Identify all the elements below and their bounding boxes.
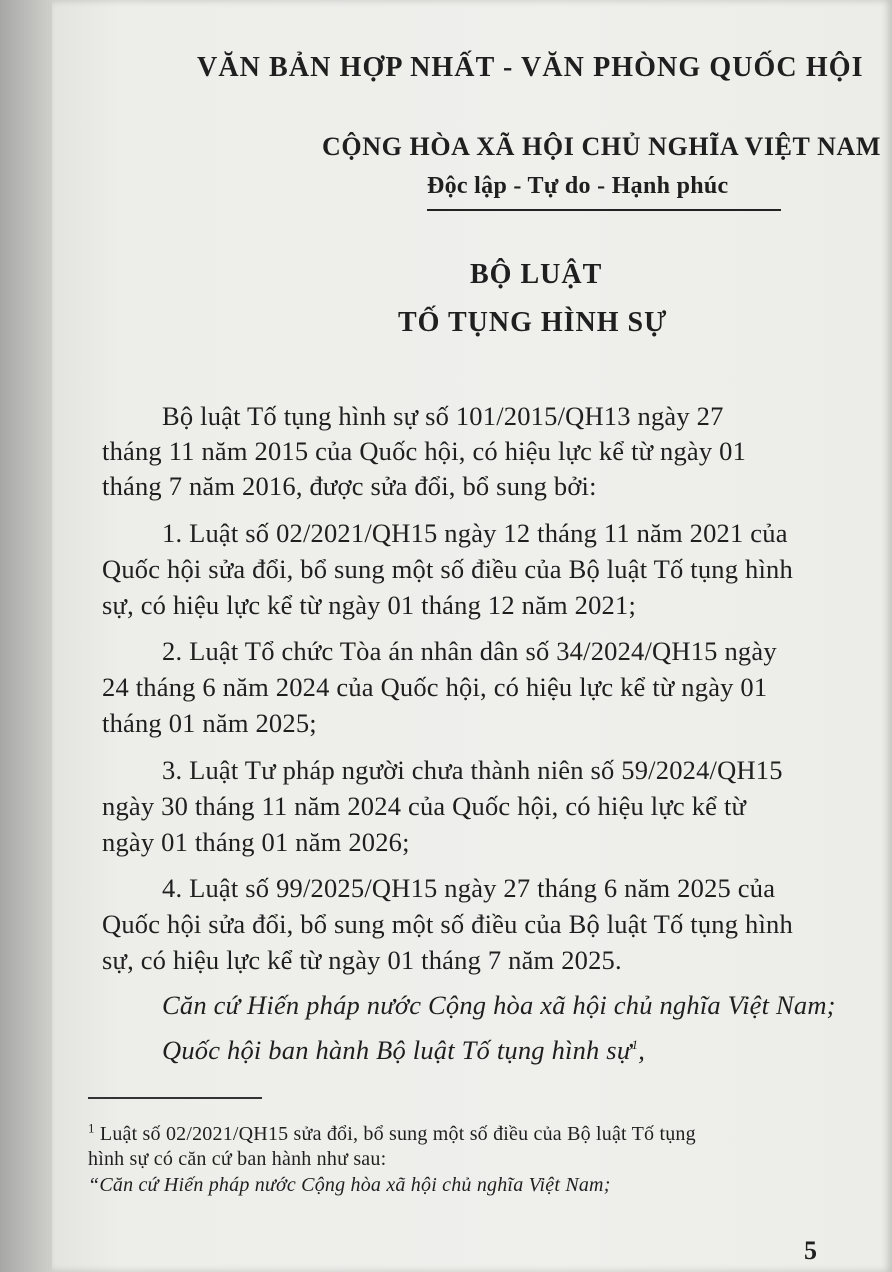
promulgation-text: Quốc hội ban hành Bộ luật Tố tụng hình sự	[162, 1035, 632, 1065]
amendment-2-line-1: 2. Luật Tổ chức Tòa án nhân dân số 34/2024/QH15 ngày	[162, 636, 777, 666]
amendment-4-line-1: 4. Luật số 99/2025/QH15 ngày 27 tháng 6 năm 2025 của	[162, 873, 776, 903]
page-number: 5	[804, 1236, 818, 1265]
amendment-2-line-3: tháng 01 năm 2025;	[102, 708, 317, 738]
intro-line-3: tháng 7 năm 2016, được sửa đổi, bổ sung bởi:	[102, 471, 597, 501]
promulgation-comma: ,	[638, 1035, 646, 1065]
footnote-marker: 1	[88, 1120, 95, 1136]
amendment-4-line-2: Quốc hội sửa đổi, bổ sung một số điều của Bộ luật Tố tụng hình	[102, 909, 793, 939]
consolidated-document-title: VĂN BẢN HỢP NHẤT - VĂN PHÒNG QUỐC HỘI	[197, 52, 864, 83]
book-spine-shadow	[0, 0, 52, 1272]
amendment-3-line-3: ngày 01 tháng 01 năm 2026;	[102, 827, 410, 857]
footnote-line-1	[88, 1120, 696, 1146]
amendment-1-line-2: Quốc hội sửa đổi, bổ sung một số điều của Bộ luật Tố tụng hình	[102, 554, 793, 584]
intro-line-2: tháng 11 năm 2015 của Quốc hội, có hiệu lực kể từ ngày 01	[102, 436, 747, 466]
motto-underline	[427, 209, 781, 211]
document-name-heading: TỐ TỤNG HÌNH SỰ	[398, 307, 668, 338]
amendment-2-line-2: 24 tháng 6 năm 2024 của Quốc hội, có hiệu lực kể từ ngày 01	[102, 672, 768, 702]
amendment-1-line-1: 1. Luật số 02/2021/QH15 ngày 12 tháng 11 năm 2021 của	[162, 518, 788, 548]
footnote-text-1: Luật số 02/2021/QH15 sửa đổi, bổ sung một số điều của Bộ luật Tố tụng	[99, 1123, 696, 1145]
constitutional-basis: Căn cứ Hiến pháp nước Cộng hòa xã hội chủ nghĩa Việt Nam;	[162, 990, 836, 1020]
amendment-4-line-3: sự, có hiệu lực kể từ ngày 01 tháng 7 năm 2025.	[102, 945, 622, 975]
book-page	[52, 0, 892, 1272]
document-type-heading: BỘ LUẬT	[470, 259, 603, 290]
promulgation-statement	[162, 1035, 645, 1066]
national-motto: Độc lập - Tự do - Hạnh phúc	[427, 173, 729, 199]
footnote-line-2: hình sự có căn cứ ban hành như sau:	[88, 1148, 387, 1170]
amendment-3-line-2: ngày 30 tháng 11 năm 2024 của Quốc hội, có hiệu lực kể từ	[102, 791, 747, 821]
amendment-3-line-1: 3. Luật Tư pháp người chưa thành niên số 59/2024/QH15	[162, 755, 783, 785]
intro-line-1: Bộ luật Tố tụng hình sự số 101/2015/QH13 ngày 27	[162, 401, 724, 431]
footnote-reference: 1	[631, 1037, 639, 1053]
footnote-separator	[88, 1097, 262, 1099]
country-name: CỘNG HÒA XÃ HỘI CHỦ NGHĨA VIỆT NAM	[322, 132, 881, 161]
amendment-1-line-3: sự, có hiệu lực kể từ ngày 01 tháng 12 năm 2021;	[102, 590, 637, 620]
footnote-line-3: “Căn cứ Hiến pháp nước Cộng hòa xã hội chủ nghĩa Việt Nam;	[88, 1174, 611, 1196]
